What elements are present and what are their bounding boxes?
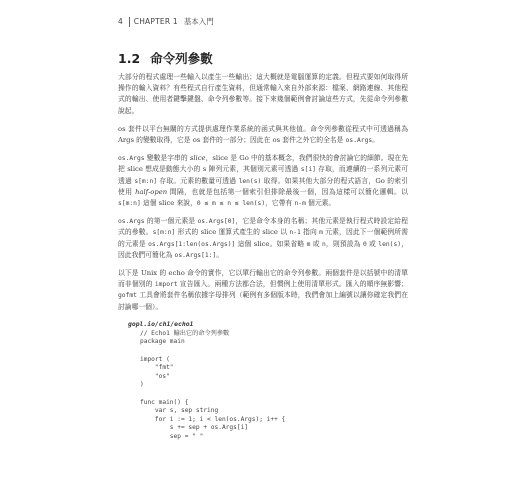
inline-code: s[m:n] [152, 229, 176, 237]
inline-code: s[m:n] [118, 200, 141, 208]
inline-code: len(s) [378, 240, 402, 248]
inline-code: import [154, 281, 178, 289]
text: 元素，因此下一個範例所需的元素是 [118, 228, 409, 248]
paragraph-intro: 大部分的程式處理一些輸入以產生一些輸出；這大概就是電腦運算的定義。但程式要如何取得所操作的輸入資料？有些程式自行產生資料，但通常輸入來自外部來源：檔案、網路連線、其他程式的輸出、使用者鍵擊鍵盤、命令列參數等。接下來幾個範例會討論這些方式，先從命令列參數說起。 [118, 73, 408, 115]
chapter-label: CHAPTER 1 [133, 17, 178, 26]
italic-term: slice [189, 154, 206, 163]
inline-code: gofmt [118, 292, 137, 300]
inline-code: s[i] [300, 166, 316, 174]
text: ，則預設為 [325, 239, 363, 248]
paragraph-echo-intro [118, 268, 408, 313]
text: ，slice 是 Go 中的基本概念，我們很快的會討論它的細節。現在先把 slice 想成是動態大小的 s 陣列元素，其個別元素可透過 [118, 154, 408, 174]
text: 。 [372, 136, 379, 145]
text: ，因此我們可簡化為 [118, 239, 408, 259]
inline-code: os.Args[1:] [174, 251, 217, 259]
text: 形式的 slice 運算式產生的 slice 以 [175, 228, 290, 237]
text: 工具會將套件名稱依據字母排列（範例有多個版本時，我們會加上編號以讓你確定我們在討論哪一個）。 [118, 291, 408, 311]
text: ，它是命令本身的名稱；其他元素是執行程式時設定給程式的參數。 [118, 217, 409, 237]
text: 存取。元素的數量可透過 [157, 176, 239, 185]
text: 以下是 Unix 的 echo 命令的實作，它以單行輸出它的命令列參數。兩個套件是以括號中的清單而非個別的 [118, 269, 408, 289]
inline-code: os.Args [118, 155, 145, 163]
text: ，它帶有 [265, 199, 295, 208]
inline-code: m [319, 229, 323, 237]
page-header [118, 16, 214, 27]
inline-code: os.Args [118, 218, 145, 226]
paragraph-args-elements [118, 216, 408, 261]
inline-code: n-1 [289, 229, 301, 237]
code-listing-title: gopl.io/ch1/echo1 [128, 319, 194, 328]
inline-code: 0 ≤ m ≤ n ≤ len(s) [196, 200, 266, 208]
text: 個元素。 [305, 199, 336, 208]
page-number: 4 [118, 17, 123, 26]
chapter-title: 基本入門 [183, 17, 214, 26]
header-divider [129, 17, 130, 27]
text: 宣告匯入。兩種方法都合法，但慣例上使用清單形式。匯入的順序無影響； [177, 280, 408, 289]
paragraph-slice [118, 153, 408, 209]
section-number: 1.2 [118, 51, 141, 66]
text: 存取，而連續的一系列元素可透過 [118, 165, 408, 185]
inline-code: m [306, 240, 311, 248]
italic-term: half-open [135, 187, 168, 196]
code-listing: // Echo1 輸出它的命令列參數 package main import ( "fmt" "os" ) func main() { var s, sep string for i := 1; i < len(os.Args); i++ { s += sep + os.Args[i] sep = " " [140, 329, 286, 440]
text: 這個 slice 來說， [140, 199, 197, 208]
inline-code: os.Args[1:len(os.Args)] [148, 240, 236, 248]
inline-code: n-m [294, 200, 306, 208]
inline-code: os.Args [345, 137, 373, 145]
inline-code: os.Args[0] [197, 218, 236, 226]
text: 。 [216, 250, 224, 259]
text: 或 [366, 239, 379, 248]
text: 取得。如果其他大部分的程式語言，Go 的索引使用 [118, 176, 408, 196]
text: 的第一個元素是 [144, 217, 198, 226]
inline-code: 0 [362, 240, 367, 248]
text: 變數是字串的 [144, 154, 190, 163]
text: os 套件以平台無關的方式提供處理作業系統的函式與其他值。命令列參數從程式中可透過稱為 Args 的變數取得，它是 os 套件的一部分；因此在 os 套件之外它的全名是 [118, 124, 408, 145]
main-content [118, 72, 408, 442]
text: 間隔，也就是包括第一個索引但排除最後一個，因為這樣可以簡化邏輯。以 [167, 187, 408, 196]
paragraph-os-package [118, 124, 408, 146]
inline-code: len(s) [238, 177, 262, 185]
inline-code: n [321, 240, 326, 248]
text: 或 [310, 239, 322, 248]
text: 這個 slice。如果省略 [235, 239, 307, 248]
text: 指向 [300, 228, 320, 237]
section-title: 命令列參數 [150, 51, 213, 66]
inline-code: s[m:n] [134, 177, 158, 185]
section-heading [118, 49, 213, 67]
